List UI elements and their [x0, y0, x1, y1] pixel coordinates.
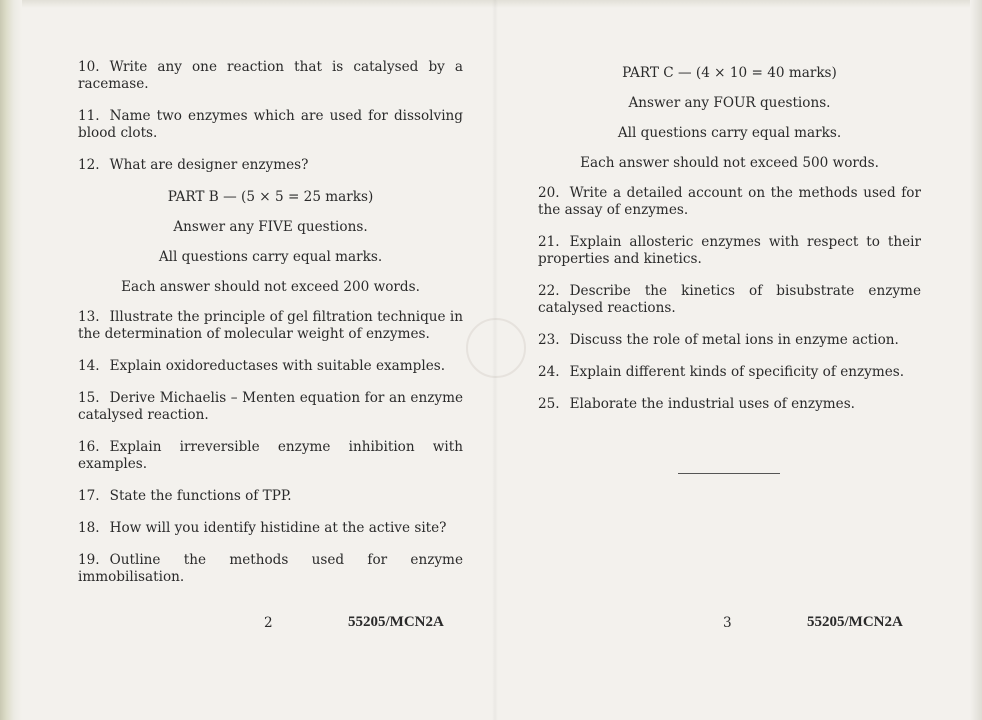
question-number: 24.	[538, 364, 560, 380]
question-item	[538, 332, 921, 349]
part-heading: PART B — (5 × 5 = 25 marks)	[167, 189, 374, 205]
question-number: 16.	[78, 439, 100, 455]
question-item	[78, 552, 463, 586]
question-text: Name two enzymes which are used for dissolving blood clots.	[78, 108, 463, 141]
question-number: 15.	[78, 390, 100, 406]
question-number: 23.	[538, 332, 560, 348]
question-text: Explain irreversible enzyme inhibition with examples.	[78, 439, 463, 472]
right-page-column	[538, 62, 921, 428]
question-number: 25.	[538, 396, 560, 412]
paper-top-edge	[0, 0, 982, 8]
paper-code: 55205/MCN2A	[807, 614, 903, 630]
instruction-line: Each answer should not exceed 500 words.	[580, 155, 879, 171]
question-item	[78, 157, 463, 174]
question-text: How will you identify histidine at the active site?	[109, 520, 447, 536]
instruction-line: Answer any FOUR questions.	[628, 95, 831, 111]
question-text: Explain allosteric enzymes with respect to their properties and kinetics.	[538, 234, 921, 267]
question-text: Illustrate the principle of gel filtration technique in the determination of molecular weight of enzymes.	[78, 309, 463, 342]
question-text: Elaborate the industrial uses of enzymes.	[569, 396, 856, 412]
end-of-paper-line	[678, 473, 780, 474]
question-text: Write any one reaction that is catalysed by a racemase.	[78, 59, 463, 92]
question-number: 13.	[78, 309, 100, 325]
question-item	[78, 358, 463, 375]
question-text: Derive Michaelis – Menten equation for an enzyme catalysed reaction.	[78, 390, 463, 423]
question-item	[78, 488, 463, 505]
page-number: 3	[723, 615, 732, 631]
left-page-column	[78, 59, 463, 601]
watermark-seal	[466, 318, 526, 378]
question-text: Outline the methods used for enzyme immobilisation.	[78, 552, 463, 585]
question-item	[78, 59, 463, 93]
question-text: Describe the kinetics of bisubstrate enzyme catalysed reactions.	[538, 283, 921, 316]
question-number: 17.	[78, 488, 100, 504]
instruction-line: Answer any FIVE questions.	[173, 219, 368, 235]
question-item	[78, 309, 463, 343]
question-number: 12.	[78, 157, 100, 173]
question-text: Write a detailed account on the methods used for the assay of enzymes.	[538, 185, 921, 218]
question-item	[538, 185, 921, 219]
question-item	[538, 283, 921, 317]
question-number: 21.	[538, 234, 560, 250]
question-text: Discuss the role of metal ions in enzyme action.	[569, 332, 899, 348]
question-number: 10.	[78, 59, 100, 75]
question-item	[538, 234, 921, 268]
question-text: State the functions of TPP.	[109, 488, 292, 504]
question-item	[78, 108, 463, 142]
question-number: 19.	[78, 552, 100, 568]
page-number: 2	[264, 615, 273, 631]
question-number: 22.	[538, 283, 560, 299]
question-number: 18.	[78, 520, 100, 536]
question-text: Explain oxidoreductases with suitable examples.	[109, 358, 446, 374]
question-item	[78, 520, 463, 537]
question-text: Explain different kinds of specificity of enzymes.	[569, 364, 905, 380]
question-number: 20.	[538, 185, 560, 201]
instruction-line: All questions carry equal marks.	[617, 125, 842, 141]
paper-right-edge	[970, 0, 982, 720]
paper-left-edge	[0, 0, 22, 720]
question-item	[78, 439, 463, 473]
question-item	[538, 396, 921, 413]
instruction-line: Each answer should not exceed 200 words.	[121, 279, 420, 295]
instruction-line: All questions carry equal marks.	[158, 249, 383, 265]
question-item	[78, 390, 463, 424]
question-number: 11.	[78, 108, 100, 124]
question-item	[538, 364, 921, 381]
question-number: 14.	[78, 358, 100, 374]
part-heading: PART C — (4 × 10 = 40 marks)	[622, 65, 837, 81]
question-text: What are designer enzymes?	[109, 157, 309, 173]
paper-code: 55205/MCN2A	[348, 614, 444, 630]
